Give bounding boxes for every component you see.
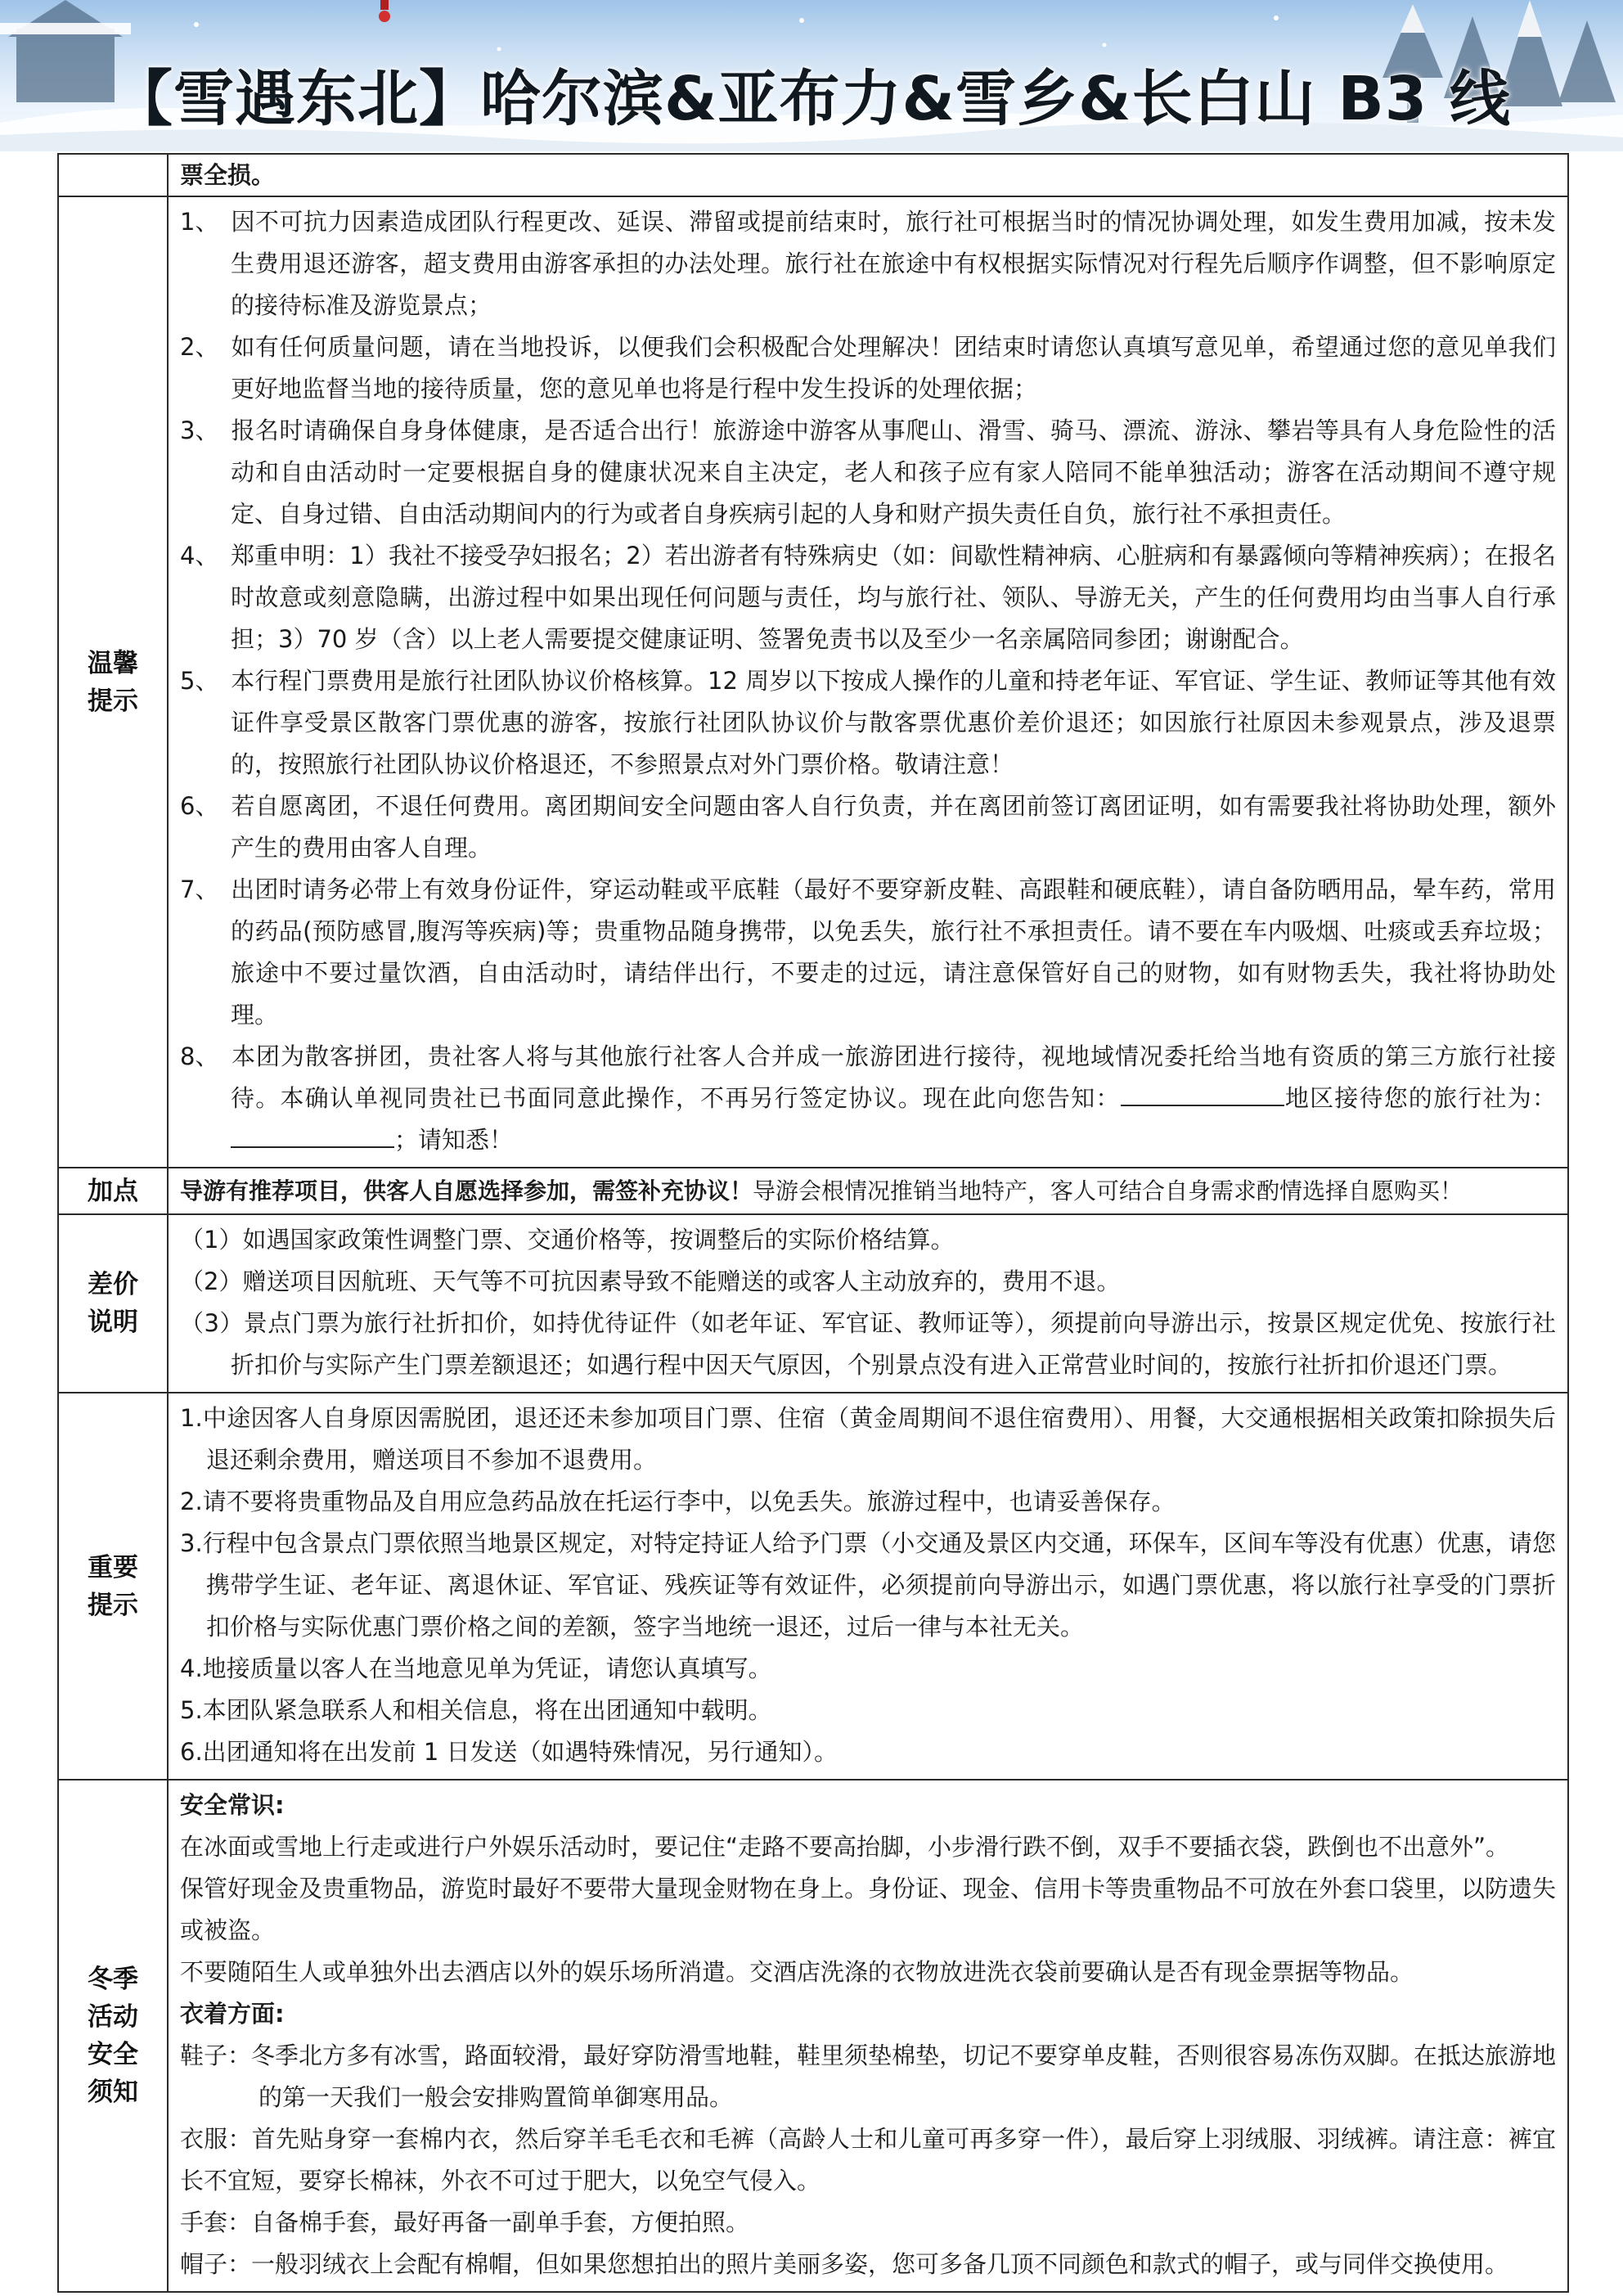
top-row-content	[168, 154, 1568, 196]
zhongyao-content	[168, 1393, 1568, 1780]
chajia-row	[58, 1214, 1568, 1393]
chajia-item-3	[180, 1303, 1556, 1386]
itinerary-notes-table	[57, 153, 1569, 2293]
wenxin-item-3	[180, 410, 1556, 535]
clothing-heading: 衣着方面:	[180, 2000, 285, 2028]
jiadian-bold-text: 导游有推荐项目，供客人自愿选择参加，需签补充协议！	[180, 1177, 753, 1204]
dongji-row	[58, 1780, 1568, 2292]
item-number: 6、	[180, 792, 219, 820]
zhongyao-item-3: 3.行程中包含景点门票依照当地景区规定，对特定持证人给予门票（小交通及景区内交通，环保车，区间车等没有优惠）优惠，请您携带学生证、老年证、离退休证、军官证、残疾证等有效证件，必须提前向导游出示，如遇门票优惠，将以旅行社享受的门票折扣价格与实际优惠门票价格之间的差额，签字当地统一退还，过后一律与本社无关。	[180, 1529, 1556, 1641]
chajia-item-1	[180, 1219, 1556, 1261]
item-number: 1、	[180, 208, 219, 236]
item-text: 本团为散客拼团，贵社客人将与其他旅行社客人合并成一旅游团进行接待，视地域情况委托给当地有资质的第三方旅行社接待。本确认单视同贵社已书面同意此操作，不再另行签定协议。现在此向您告知：	[231, 1042, 1556, 1112]
zhongyao-row	[58, 1393, 1568, 1780]
jiadian-content	[168, 1168, 1568, 1214]
item-number: 4、	[180, 542, 219, 569]
wenxin-content	[168, 196, 1568, 1168]
item-text: 报名时请确保自身身体健康，是否适合出行！旅游途中游客从事爬山、滑雪、骑马、漂流、游泳、攀岩等具有人身危险性的活动和自由活动时一定要根据自身的健康状况来自主决定，老人和孩子应有家人陪同不能单独活动；游客在活动期间不遵守规定、自身过错、自由活动期间内的行为或者自身疾病引起的人身和财产损失责任自负，旅行社不承担责任。	[231, 416, 1556, 528]
zhongyao-label-line2: 提示	[88, 1590, 138, 1620]
zhongyao-item-4: 4.地接质量以客人在当地意见单为凭证，请您认真填写。	[180, 1654, 772, 1682]
wenxin-label-line1: 温馨	[88, 648, 138, 678]
item-text: 如有任何质量问题，请在当地投诉，以便我们会积极配合处理解决！团结束时请您认真填写意见单，希望通过您的意见单我们更好地监督当地的接待质量，您的意见单也将是行程中发生投诉的处理依据；	[231, 333, 1556, 403]
safety-item-1: 在冰面或雪地上行走或进行户外娱乐活动时，要记住“走路不要高抬脚，小步滑行跌不倒，双手不要插衣袋，跌倒也不出意外”。	[180, 1833, 1510, 1861]
dongji-label-line4: 须知	[88, 2078, 138, 2107]
zhongyao-label	[58, 1393, 168, 1780]
wenxin-row	[58, 196, 1568, 1168]
agency-fill-blank[interactable]	[231, 1120, 394, 1148]
top-row	[58, 154, 1568, 196]
clothing-gloves: 手套：自备棉手套，最好再备一副单手套，方便拍照。	[180, 2208, 750, 2236]
item-text: 景点门票为旅行社折扣价，如持优待证件（如老年证、军官证、教师证等），须提前向导游出示，按景区规定优免、按旅行社折扣价与实际产生门票差额退还；如遇行程中因天气原因，个别景点没有进入正常营业时间的，按旅行社折扣价退还门票。	[231, 1309, 1556, 1379]
item-text: 郑重申明：1）我社不接受孕妇报名；2）若出游者有特殊病史（如：间歇性精神病、心脏病和有暴露倾向等精神疾病）；在报名时故意或刻意隐瞒，出游过程中如果出现任何问题与责任，均与旅行社、领队、导游无关，产生的任何费用均由当事人自行承担；3）70 岁（含）以上老人需要提交健康证明、签署免责书以及至少一名亲属陪同参团；谢谢配合。	[231, 542, 1556, 653]
chajia-label	[58, 1214, 168, 1393]
wenxin-label-line2: 提示	[88, 686, 138, 716]
item-text: 若自愿离团，不退任何费用。离团期间安全问题由客人自行负责，并在离团前签订离团证明，如有需要我社将协助处理，额外产生的费用由客人自理。	[231, 792, 1556, 862]
item-text: 如遇国家政策性调整门票、交通价格等，按调整后的实际价格结算。	[242, 1226, 955, 1254]
item-number: 8、	[180, 1042, 219, 1070]
dongji-label	[58, 1780, 168, 2292]
wenxin-item-7	[180, 869, 1556, 1036]
clothing-hats: 帽子：一般羽绒衣上会配有棉帽，但如果您想拍出的照片美丽多姿，您可多备几顶不同颜色和款式的帽子，或与同伴交换使用。	[180, 2250, 1509, 2278]
zhongyao-item-2: 2.请不要将贵重物品及自用应急药品放在托运行李中，以免丢失。旅游过程中，也请妥善保存。	[180, 1488, 1176, 1515]
item-number: （3）	[180, 1309, 244, 1337]
zhongyao-label-line1: 重要	[88, 1552, 138, 1582]
header-banner	[0, 0, 1623, 151]
item-number: 5、	[180, 667, 219, 695]
jiadian-label-text: 加点	[88, 1176, 138, 1206]
wenxin-item-4	[180, 535, 1556, 660]
chajia-content	[168, 1214, 1568, 1393]
item-text-c: ；请知悉！	[394, 1126, 514, 1154]
item-number: 3、	[180, 416, 219, 444]
chajia-label-line1: 差价	[88, 1270, 138, 1299]
item-text: 本行程门票费用是旅行社团队协议价格核算。12 周岁以下按成人操作的儿童和持老年证、军官证、学生证、教师证等其他有效证件享受景区散客门票优惠的游客，按旅行社团队协议价与散客票优惠价差价退还；如因旅行社原因未参观景点，涉及退票的，按照旅行社团队协议价格退还，不参照景点对外门票价格。敬请注意！	[231, 667, 1556, 778]
chajia-item-2	[180, 1261, 1556, 1303]
clothing-shoes: 鞋子：冬季北方多有冰雪，路面较滑，最好穿防滑雪地鞋，鞋里须垫棉垫，切记不要穿单皮鞋，否则很容易冻伤双脚。在抵达旅游地的第一天我们一般会安排购置简单御寒用品。	[180, 2042, 1557, 2111]
safety-item-2: 保管好现金及贵重物品，游览时最好不要带大量现金财物在身上。身份证、现金、信用卡等贵重物品不可放在外套口袋里，以防遗失或被盗。	[180, 1875, 1557, 1944]
item-text: 因不可抗力因素造成团队行程更改、延误、滞留或提前结束时，旅行社可根据当时的情况协调处理，如发生费用加减，按未发生费用退还游客，超支费用由游客承担的办法处理。旅行社在旅途中有权根据实际情况对行程先后顺序作调整，但不影响原定的接待标准及游览景点；	[231, 208, 1556, 319]
top-row-label	[58, 154, 168, 196]
jiadian-label	[58, 1168, 168, 1214]
wenxin-label	[58, 196, 168, 1168]
zhongyao-item-1: 1.中途因客人自身原因需脱团，退还还未参加项目门票、住宿（黄金周期间不退住宿费用）、用餐，大交通根据相关政策扣除损失后退还剩余费用，赠送项目不参加不退费用。	[180, 1404, 1556, 1474]
dongji-label-line1: 冬季	[88, 1965, 138, 1994]
dongji-label-line3: 安全	[88, 2040, 138, 2069]
region-fill-blank[interactable]	[1121, 1078, 1284, 1106]
item-number: （2）	[180, 1267, 243, 1295]
item-number: （1）	[180, 1226, 243, 1254]
zhongyao-item-6: 6.出团通知将在出发前 1 日发送（如遇特殊情况，另行通知）。	[180, 1738, 838, 1766]
item-number: 7、	[180, 876, 219, 903]
clothing-clothes: 衣服：首先贴身穿一套棉内衣，然后穿羊毛毛衣和毛裤（高龄人士和儿童可再多穿一件），最后穿上羽绒服、羽绒裤。请注意：裤宜长不宜短，要穿长棉袜，外衣不可过于肥大，以免空气侵入。	[180, 2125, 1556, 2195]
dongji-label-line2: 活动	[88, 2002, 138, 2032]
top-row-text: 票全损。	[180, 161, 276, 189]
item-text: 赠送项目因航班、天气等不可抗因素导致不能赠送的或客人主动放弃的，费用不退。	[242, 1267, 1121, 1295]
dongji-content	[168, 1780, 1568, 2292]
zhongyao-item-5: 5.本团队紧急联系人和相关信息，将在出团通知中载明。	[180, 1696, 772, 1724]
item-number: 2、	[180, 333, 219, 361]
jiadian-row	[58, 1168, 1568, 1214]
jiadian-text: 导游会根情况推销当地特产，客人可结合自身需求酌情选择自愿购买！	[753, 1177, 1463, 1204]
chajia-label-line2: 说明	[88, 1308, 138, 1337]
wenxin-item-8	[180, 1036, 1556, 1161]
safety-item-3: 不要随陌生人或单独外出去酒店以外的娱乐场所消遣。交酒店洗涤的衣物放进洗衣袋前要确认是否有现金票据等物品。	[180, 1958, 1414, 1986]
wenxin-item-5	[180, 660, 1556, 786]
safety-heading: 安全常识:	[180, 1791, 285, 1819]
item-text: 出团时请务必带上有效身份证件，穿运动鞋或平底鞋（最好不要穿新皮鞋、高跟鞋和硬底鞋），请自备防晒用品，晕车药，常用的药品(预防感冒,腹泻等疾病)等；贵重物品随身携带，以免丢失，旅行社不承担责任。请不要在车内吸烟、吐痰或丢弃垃圾；旅途中不要过量饮酒，自由活动时，请结伴出行，不要走的过远，请注意保管好自己的财物，如有财物丢失，我社将协助处理。	[231, 876, 1556, 1029]
wenxin-item-6	[180, 786, 1556, 869]
item-text-b: 地区接待您的旅行社为：	[1284, 1084, 1556, 1112]
page-title: 【雪遇东北】哈尔滨&亚布力&雪乡&长白山 B3 线	[111, 64, 1511, 134]
wenxin-item-1	[180, 201, 1556, 326]
wenxin-item-2	[180, 326, 1556, 410]
